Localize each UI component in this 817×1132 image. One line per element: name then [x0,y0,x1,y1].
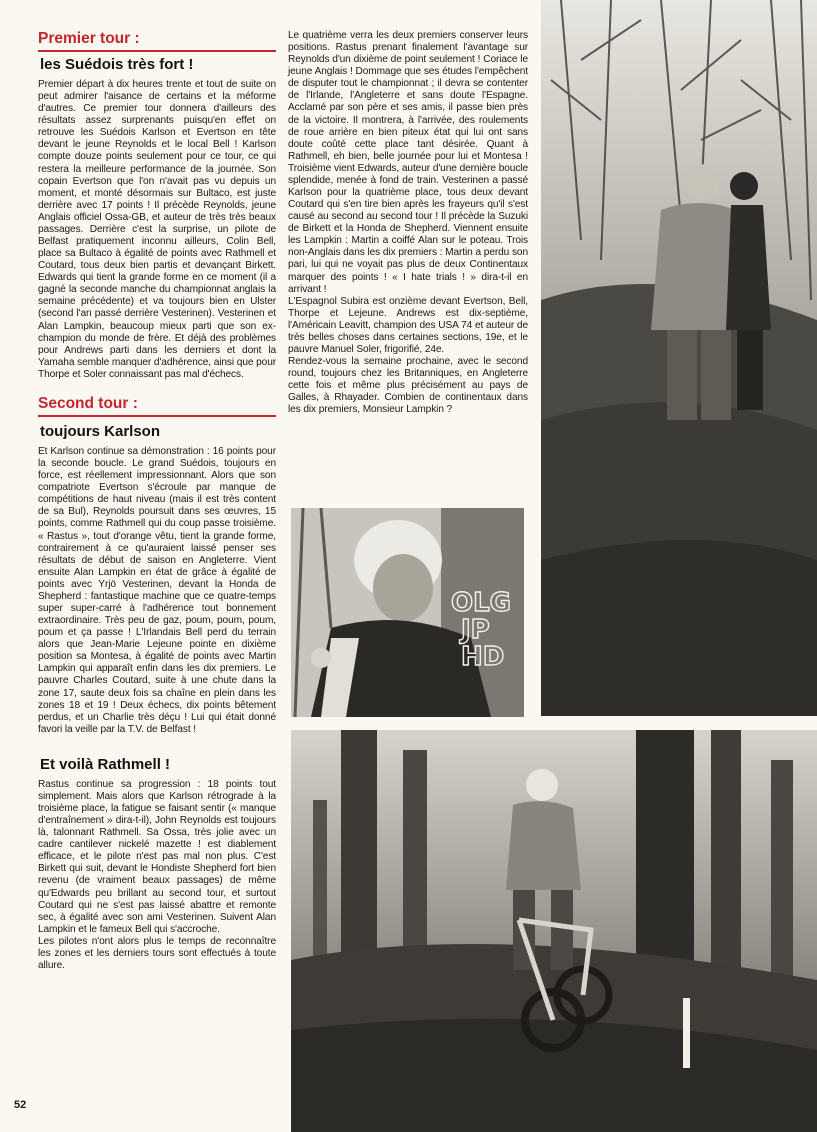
svg-text:HD: HD [461,642,505,672]
photo-rider-forest [291,730,817,1132]
paragraph-rathmell-end: Les pilotes n'ont alors plus le temps de reconnaître les zones et les derniers tours sont effectués à toute allure. [38,935,276,971]
subhead-toujours-karlson: toujours Karlson [40,422,161,440]
paragraph-classement: L'Espagnol Subira est onzième devant Evertson, Bell, Thorpe et Lejeune. Andrews est dix-septième, l'Américain Leavitt, champion des USA 74 et auteur de très belles choses dans certaines sections, 19e, et le pauvre Manuel Soler, frigorifié, 24e. [288,295,528,356]
page-number: 52 [14,1099,27,1111]
photo-spectators [541,0,817,716]
paragraph-quatrieme-tour: Le quatrième verra les deux premiers conserver leurs positions. Rastus prenant finalement l'avantage sur Reynolds d'un dixième de point seulement ! Coriace le jeune Anglais ! Dommage que ses études l'empêchent de disputer tout le championnat ; il devra se contenter de l'Irlande, l'Angleterre et sans doute l'Espagne. Acclamé par son père et ses amis, il passe bien près de la victoire. Il montrera, à l'arrivée, des roulements de roue arrière en bien piteux état qui lui ont sans doute coûté cette place tant désirée. Quant à Rathmell, eh bien, belle journée pour lui et Montesa ! Troisième vient Edwards, auteur d'une dernière boucle splendide, menée à fond de train. Vesterinen a passé Karlson pour la quatrième place, tous deux devant Coutard qui s'en tire bien après les frayeurs qu'il s'est causé au second au second tour ! Il précède la Suzuki de Birkett et la Honda de Shepherd. Viennent ensuite les Lampkin : Martin a coiffé Alan sur le poteau. Trois non-Anglais dans les dix premiers : Martin a perdu son pari, lui qui ne voyait pas plus de deux Continentaux marquer des points ! « I hate trials ! » dira-t-il en arrivant ! [288,30,528,295]
photo-rider-helmet [291,508,524,717]
subhead-et-voila-rathmell: Et voilà Rathmell ! [40,755,171,773]
svg-text:JP: JP [461,615,490,645]
paragraph-second-tour: Et Karlson continue sa démonstration : 16 points pour la seconde boucle. Le grand Suédois, toujours en force, est réellement impressionnant. Alors que son compatriote Evertson s'écroule par manque de compétitions de haut niveau (mais il est très content de sa Bul), Reynolds poursuit dans ses œuvres, 15 points, comme Rathmell qui du coup passe troisième. « Rastus », tout d'orange vêtu, tient la grande forme, contrairement à ce qu'auraient laissé penser ses résultats de début de saison en Angleterre. Vient ensuite Alan Lampkin en état de grâce à égalité de points avec Yrjö Vesterinen, devant la Honda de Shepherd : fantastique machine que ce quatre-temps super super-carré à l'adhérence tout bonnement extraordinaire. Très peu de gaz, poum, poum, poum, poum et ça passe ! L'Irlandais Bell perd du terrain alors que Jean-Marie Lejeune pointe en dixième position sa Montesa, à égalité de points avec Martin Lampkin qui apparaît enfin dans les dix premiers. Le pauvre Charles Coutard, suite à une chute dans la zone 17, saute deux fois sa chaîne en plein dans les zones 18 et 19 ! Deux échecs, dix points bêtement perdus, et un Charlie très déçu ! Lui qui était donné favori la veille par la T.V. de Belfast ! [38,445,276,735]
paragraph-premier-tour: Premier départ à dix heures trente et tout de suite on peut admirer l'aisance de certains et la méforme d'autres. Ce premier tour donnera d'ailleurs des résultats assez surprenants puisqu'en effet on retrouve les Suédois Karlson et Evertson en tête devant le jeune Reynolds et le local Bell ! Karlson compte douze points seulement pour ce tour, ce qui restera la meilleure performance de la journée. Son copain Evertson que l'on n'avait pas vu depuis un moment, et monté désormais sur Bultaco, est juste derrière avec 17 points ! Il précède Reynolds, jeune Anglais officiel Ossa-GB, et auteur de très très beaux passages. Derrière c'est la surprise, un pilote de Belfast pratiquement inconnu ailleurs, Colin Bell, place sa Bultaco à égalité de points avec Rathmell et Coutard, tous deux bien partis et devançant Birkett. Edwards qui tient la grande forme en ce moment (il a gagné la seconde manche du championnat anglais la semaine précédente) et va toujours bien en Ulster (second l'an passé derrière Vesterinen). Vesterinen et Alan Lampkin, beaucoup mieux parti que son ex-champion du monde de frère. Et déjà des problèmes pour Andrews parti dans les derniers et dont la Yamaha semble manquer d'adhérence, ainsi que pour Thorpe et Soler connaissant pas mal d'échecs. [38,79,276,380]
section-head-premier-tour: Premier tour : [38,30,276,52]
svg-text:OLG: OLG [451,588,512,618]
paragraph-rathmell: Rastus continue sa progression : 18 points tout simplement. Mais alors que Karlson rétrograde à la troisième place, la fatigue se faisant sentir (« manque d'entraînement » dira-t-il), John Reynolds est toujours là, talonnant Rathmell. Sa Ossa, très jolie avec un cadre cantilever nickelé mazette ! est diablement efficace, et le pilote n'est pas mal non plus. C'est Birkett qui suit, devant le Hondiste Shepherd fort bien revenu (de vraiment beaux passages) de même qu'Edwards peu brillant au second tour, et surtout Coutard qui ne s'est pas laissé abattre et remonte sec, à égalité avec son ami Vesterinen. Suivent Alan Lampkin et le fameux Bell qui s'accroche. [38,778,276,935]
left-column [38,30,276,972]
middle-column [288,30,528,417]
section-head-second-tour: Second tour : [38,395,276,417]
subhead-suedois: les Suédois très fort ! [40,56,194,73]
paragraph-rendez-vous: Rendez-vous la semaine prochaine, avec le second round, toujours chez les Britanniques, en Angleterre cette fois et même plus précisément au pays de Galles, à Rhayader. Combien de continentaux dans les dix premiers, Monsieur Lampkin ? [288,356,528,416]
